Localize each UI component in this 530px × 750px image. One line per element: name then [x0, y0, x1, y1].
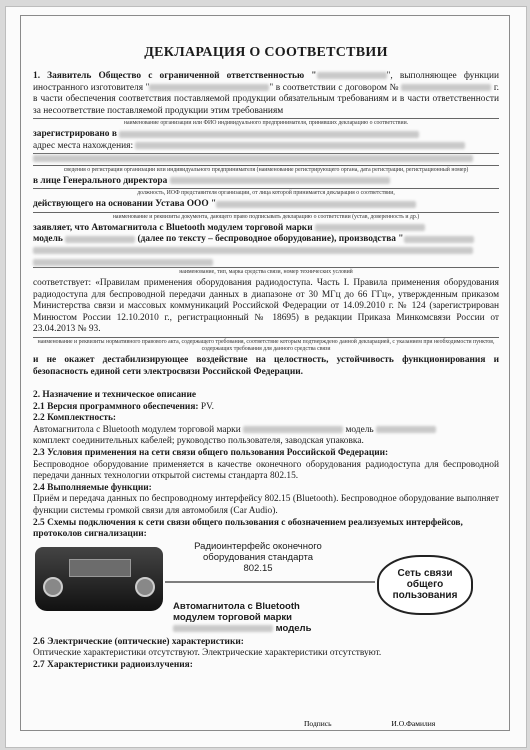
conditions-text: Беспроводное оборудование применяется в качестве оконечного оборудования радиодоступа для беспроводной передачи данных технологии открытой системы стандарта 802.15. [33, 459, 499, 482]
producer-line [33, 246, 499, 266]
redacted-manufacturer [149, 84, 269, 91]
note-person: должность, ИОФ представителя организации, от лица которой принимается декларация о соответствии, [33, 188, 499, 197]
address-line: адрес места нахождения: [33, 141, 499, 154]
note-applicant: наименование организации или ФИО индивидуального предпринимателя, принявших декларацию о соответствии. [33, 118, 499, 127]
radio-display [69, 559, 131, 577]
redacted-contract [401, 84, 491, 91]
redacted-model-3 [173, 625, 273, 632]
address-line-2 [33, 154, 499, 164]
registered-line: зарегистрировано в [33, 129, 499, 141]
signature-block [264, 719, 490, 728]
functions-heading: 2.4 Выполняемые функции: [33, 482, 152, 493]
note-normative: наименование и реквизиты нормативного правового акта, содержащего требования, соответствие которым подтверждено данной декларацией, с указанием при необходимости пунктов, содержащих требования для данного средства связи [33, 337, 499, 353]
redacted-company [317, 72, 387, 79]
radio-knob-left [43, 577, 63, 597]
conformity-text: соответствует: «Правилам применения оборудования радиодоступа. Часть I. Правила применения оборудования радиодоступа для беспроводной передачи данных в диапазоне от 30 МГц до 66 ГГц», утвержденным приказом Министерства связи и массовых коммуникаций Российской Федерации от 14.09.2010 г. № 124 (зарегистрирован Минюстом России 12.10.2010 г., регистрационный № 18695) в редакции Приказа Минкомсвязи России от 23.04.2013 № 93. [33, 277, 499, 335]
redacted-address-2 [33, 155, 473, 162]
document-body [33, 19, 499, 672]
redacted-producer [404, 236, 474, 243]
public-network-cloud: Сеть связи общего пользования [377, 555, 473, 615]
note-document: наименование и реквизиты документа, дающего право подписывать декларацию о соответствии (устав, доверенность и др.) [33, 212, 499, 221]
acting-line: действующего на основании Устава ООО " [33, 199, 499, 211]
redacted-producer-2 [33, 247, 473, 254]
note-registration: сведения о регистрации организации или индивидуального предпринимателя (наименование регистрирующего органа, дата регистрации, регистрационный номер) [33, 165, 499, 174]
applicant-lead: 1. Заявитель Общество с ограниченной ответственностью " [33, 71, 317, 81]
radio-knob-right [135, 577, 155, 597]
name-caption: И.О.Фамилия [391, 719, 436, 728]
redacted-brand [315, 224, 425, 231]
redacted-person [170, 177, 390, 184]
signature-caption: Подпись [304, 719, 332, 728]
redacted-producer-3 [33, 259, 213, 266]
electrical-heading: 2.6 Электрические (оптические) характеристики: [33, 636, 244, 647]
radio-emission-heading: 2.7 Характеристики радиоизлучения: [33, 660, 193, 670]
network-impact-text: и не окажет дестабилизирующее воздействие на целостность, устойчивость функционирования и безопасность единой сети электросвязи Российской Федерации. [33, 354, 499, 377]
redacted-registration [119, 131, 419, 138]
completeness-text: Автомагнитола с Bluetooth модулем торговой марки модель комплект соединительных кабелей; руководство пользователя, заводская упаковка. [33, 425, 499, 448]
person-line: в лице Генерального директора [33, 176, 499, 188]
radio-link-arrow [165, 580, 375, 584]
completeness-heading: 2.2 Комплектность: [33, 413, 117, 424]
scheme-heading: 2.5 Схемы подключения к сети связи общего пользования с обозначением реализуемых интерфейсов, протоколов сигнализации: [33, 517, 463, 540]
redacted-brand-2 [243, 426, 343, 433]
car-radio-image [35, 547, 163, 611]
applicant-paragraph: 1. Заявитель Общество с ограниченной ответственностью " ", выполняющее функции иностранного изготовителя " " в соответствии с договором № г. в части обеспечения соответствия поставляемой продукции обязательным требованиям и в части ответственности за несоответствие поставляемой продукции этим требованиям [33, 71, 499, 116]
section-2-heading: 2. Назначение и техническое описание [33, 390, 197, 401]
document-title: ДЕКЛАРАЦИЯ О СООТВЕТСТВИИ [144, 45, 388, 60]
model-line: модель (далее по тексту – беспроводное оборудование), производства " [33, 234, 499, 246]
functions-text: Приём и передача данных по беспроводному интерфейсу 802.15 (Bluetooth). Беспроводное оборудование выполняет функции системы громкой связи для автомобиля (Car Audio). [33, 494, 499, 517]
radio-interface-label: Радиоинтерфейс оконечного оборудования стандарта 802.15 [194, 540, 322, 574]
document-sheet [5, 6, 527, 748]
redacted-charter [216, 201, 416, 208]
declares-line: заявляет, что Автомагнитола с Bluetooth модулем торговой марки [33, 223, 499, 235]
connection-diagram [33, 540, 499, 634]
redacted-model-2 [376, 426, 436, 433]
software-version: 2.1 Версия программного обеспечения: PV. [33, 401, 214, 412]
electrical-text: Оптические характеристики отсутствуют. Электрические характеристики отсутствуют. [33, 648, 382, 659]
note-equipment: наименование, тип, марка средства связи, номер технических условий [33, 267, 499, 276]
redacted-address [135, 142, 465, 149]
conditions-heading: 2.3 Условия применения на сети связи общего пользования Российской Федерации: [33, 448, 389, 459]
device-label: Автомагнитола с Bluetooth модулем торговой марки модель [173, 600, 312, 634]
redacted-model [65, 236, 135, 243]
